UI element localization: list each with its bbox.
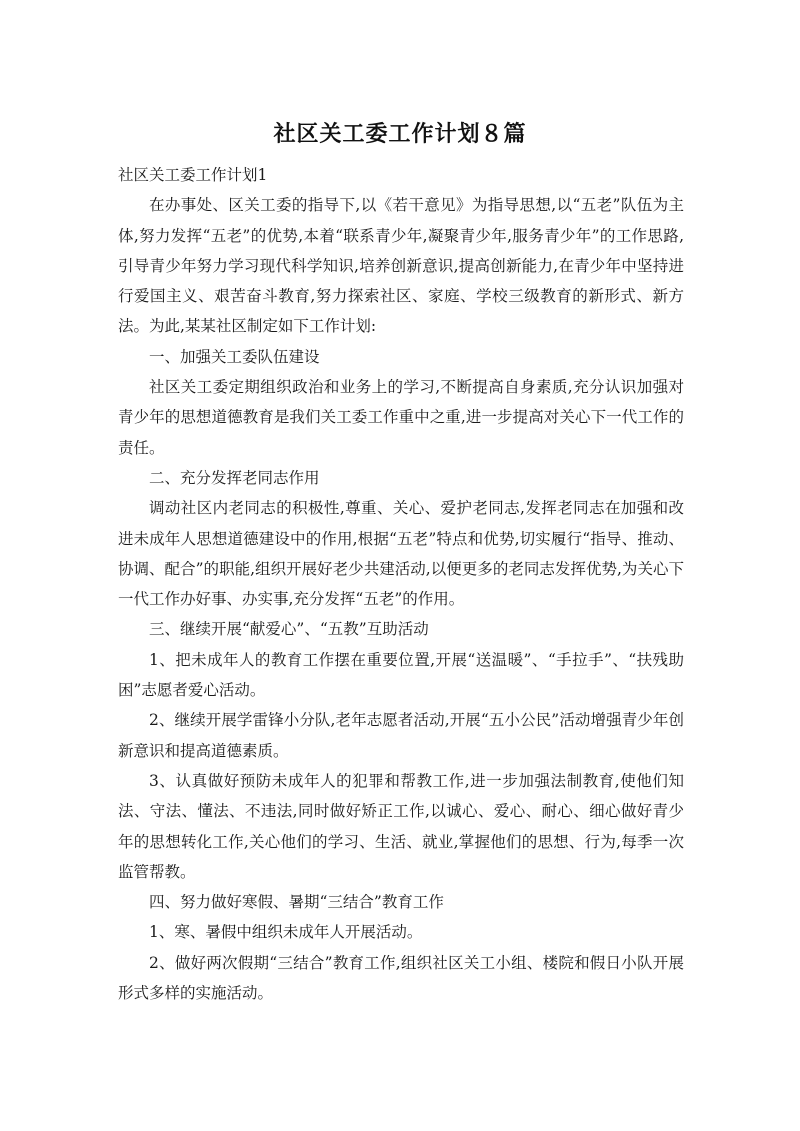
section-heading-4: 四、努力做好寒假、暑期“三结合”教育工作 bbox=[149, 893, 444, 912]
list-item-3-3: 3、认真做好预防未成年人的犯罪和帮教工作,进一步加强法制教育,使他们知法、守法、懂法、不违法,同时做好矫正工作,以诚心、爱心、耐心、细心做好青少年的思想转化工作,关心他们的学习、生活、就业,掌握他们的思想、行为,每季一次监管帮教。 bbox=[118, 771, 684, 881]
list-item-3-1: 1、把未成年人的教育工作摆在重要位置,开展“送温暖”、“手拉手”、“扶残助困”志愿者爱心活动。 bbox=[118, 650, 684, 700]
document-body bbox=[118, 160, 684, 1008]
section-heading-3: 三、继续开展“献爱心”、“五教”互助活动 bbox=[149, 620, 429, 639]
section-subtitle: 社区关工委工作计划1 bbox=[118, 166, 268, 184]
paragraph-team-building: 社区关工委定期组织政治和业务上的学习,不断提高自身素质,充分认识加强对青少年的思想道德教育是我们关工委工作重中之重,进一步提高对关心下一代工作的责任。 bbox=[118, 378, 684, 457]
section-heading-1: 一、加强关工委队伍建设 bbox=[149, 347, 320, 366]
list-item-4-1: 1、寒、暑假中组织未成年人开展活动。 bbox=[149, 923, 423, 942]
section-heading-2: 二、充分发挥老同志作用 bbox=[149, 468, 320, 487]
paragraph-elder-role: 调动社区内老同志的积极性,尊重、关心、爱护老同志,发挥老同志在加强和改进未成年人思想道德建设中的作用,根据“五老”特点和优势,切实履行“指导、推动、协调、配合”的职能,组织开展好老少共建活动,以便更多的老同志发挥优势,为关心下一代工作办好事、办实事,充分发挥“五老”的作用。 bbox=[118, 499, 684, 609]
list-item-4-2: 2、做好两次假期“三结合”教育工作,组织社区关工小组、楼院和假日小队开展形式多样的实施活动。 bbox=[118, 953, 684, 1003]
list-item-3-2: 2、继续开展学雷锋小分队,老年志愿者活动,开展“五小公民”活动增强青少年创新意识和提高道德素质。 bbox=[118, 711, 684, 760]
document-title: 社区关工委工作计划８篇 bbox=[273, 122, 527, 147]
intro-paragraph: 在办事处、区关工委的指导下,以《若干意见》为指导思想,以“五老”队伍为主体,努力发挥“五老”的优势,本着“联系青少年,凝聚青少年,服务青少年”的工作思路,引导青少年努力学习现代科学知识,培养创新意识,提高创新能力,在青少年中坚持进行爱国主义、艰苦奋斗教育,努力探索社区、家庭、学校三级教育的新形式、新方法。为此,某某社区制定如下工作计划: bbox=[118, 196, 684, 336]
